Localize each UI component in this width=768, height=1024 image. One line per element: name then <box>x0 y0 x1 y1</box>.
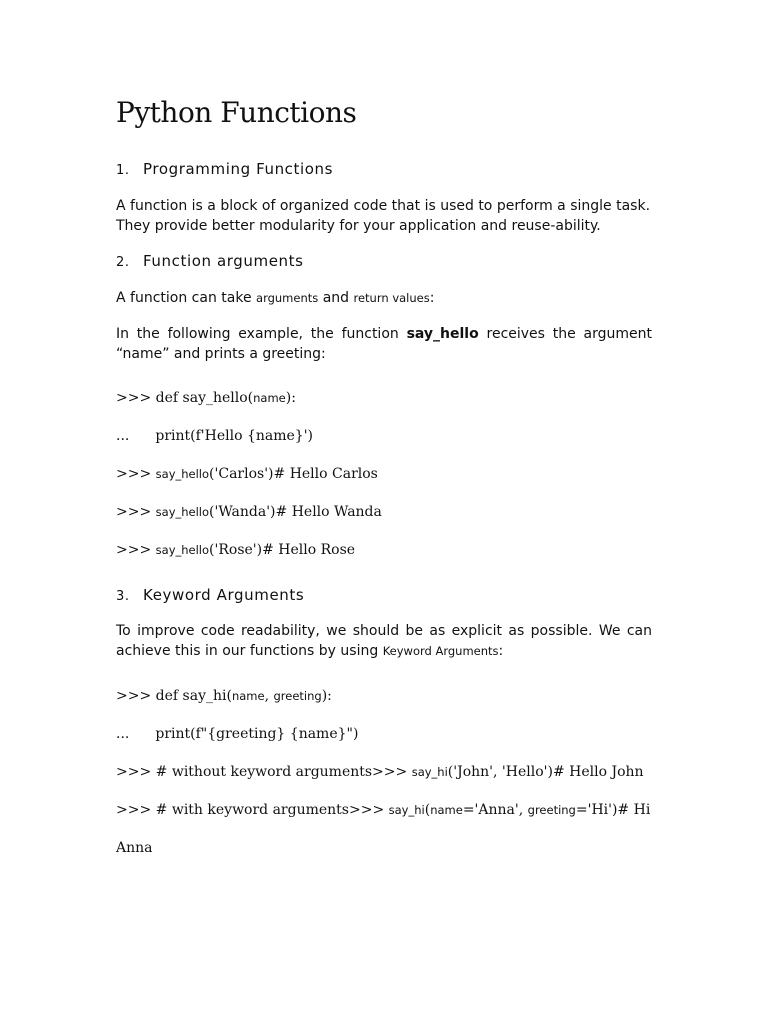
code-text: ('Wanda')# Hello Wanda <box>209 504 382 520</box>
code-text: , <box>264 688 274 704</box>
code-line <box>116 502 382 522</box>
code-param: name <box>430 803 463 817</box>
code-text: print(f"{greeting} {name}") <box>155 726 359 742</box>
code-prompt: >>> <box>116 466 156 482</box>
section-3-paragraph <box>116 621 652 661</box>
section-number: 1. <box>116 163 130 178</box>
function-name: say_hello <box>406 326 479 342</box>
section-number: 3. <box>116 589 130 604</box>
section-heading-text: Function arguments <box>143 252 304 270</box>
code-line <box>116 426 313 446</box>
code-text: def say_hello( <box>155 390 254 406</box>
code-text: ='Hi')# Hi <box>575 802 651 818</box>
code-text: ='Anna', <box>462 802 528 818</box>
section-2-example-paragraph <box>116 324 652 364</box>
term-return-values: return values <box>353 291 430 305</box>
code-line <box>116 464 378 484</box>
code-text: ('John', 'Hello')# Hello John <box>447 764 644 780</box>
code-text: print(f'Hello {name}') <box>155 428 314 444</box>
intro-lead: A function can take <box>116 290 257 306</box>
code-text: ): <box>285 390 296 406</box>
code-func: say_hello <box>155 467 210 481</box>
code-continuation: ... <box>116 428 130 444</box>
code-line <box>116 724 358 744</box>
code-prompt: >>> <box>116 688 156 704</box>
code-line <box>116 800 650 820</box>
code-prompt: >>> <box>116 764 156 780</box>
code-func: say_hello <box>155 543 210 557</box>
section-3-heading <box>116 586 304 604</box>
code-text: Anna <box>116 840 153 856</box>
page-title: Python Functions <box>116 96 357 129</box>
code-param: name <box>231 689 265 703</box>
code-func: say_hi <box>388 803 425 817</box>
example-tail: receives the argument “name” and prints a greeting: <box>116 326 652 362</box>
code-text: ('Rose')# Hello Rose <box>209 542 356 558</box>
paragraph-lead: To improve code readability, we should be as explicit as possible. We can achieve this in our functions by using <box>116 623 652 659</box>
code-text: # with keyword arguments>>> <box>155 802 389 818</box>
paragraph-tail: : <box>498 643 504 659</box>
section-heading-text: Keyword Arguments <box>143 586 305 604</box>
code-text: def say_hi( <box>155 688 232 704</box>
code-func: say_hello <box>155 505 210 519</box>
code-text: ): <box>321 688 332 704</box>
section-heading-text: Programming Functions <box>143 160 334 178</box>
code-line-wrap <box>116 838 153 858</box>
code-param: greeting <box>273 689 322 703</box>
section-1-heading <box>116 160 333 178</box>
section-2-intro <box>116 288 652 308</box>
intro-tail: : <box>429 290 435 306</box>
example-lead: In the following example, the function <box>116 326 407 342</box>
code-text: ( <box>424 802 431 818</box>
code-param: name <box>253 391 286 405</box>
code-line <box>116 686 332 706</box>
section-number: 2. <box>116 255 130 270</box>
code-param: greeting <box>527 803 576 817</box>
intro-mid: and <box>318 290 354 306</box>
code-continuation: ... <box>116 726 130 742</box>
code-func: say_hi <box>411 765 448 779</box>
code-line <box>116 762 644 782</box>
section-1-paragraph: A function is a block of organized code that is used to perform a single task. They provide better modularity for your application and reuse-ability. <box>116 198 651 234</box>
code-prompt: >>> <box>116 504 156 520</box>
code-prompt: >>> <box>116 802 156 818</box>
code-prompt: >>> <box>116 390 156 406</box>
section-2-heading <box>116 252 304 270</box>
code-line <box>116 540 355 560</box>
code-text: # without keyword arguments>>> <box>155 764 412 780</box>
code-text: ('Carlos')# Hello Carlos <box>209 466 378 482</box>
code-line <box>116 388 296 408</box>
code-prompt: >>> <box>116 542 156 558</box>
term-keyword-arguments: Keyword Arguments <box>382 644 499 658</box>
term-arguments: arguments <box>256 291 319 305</box>
